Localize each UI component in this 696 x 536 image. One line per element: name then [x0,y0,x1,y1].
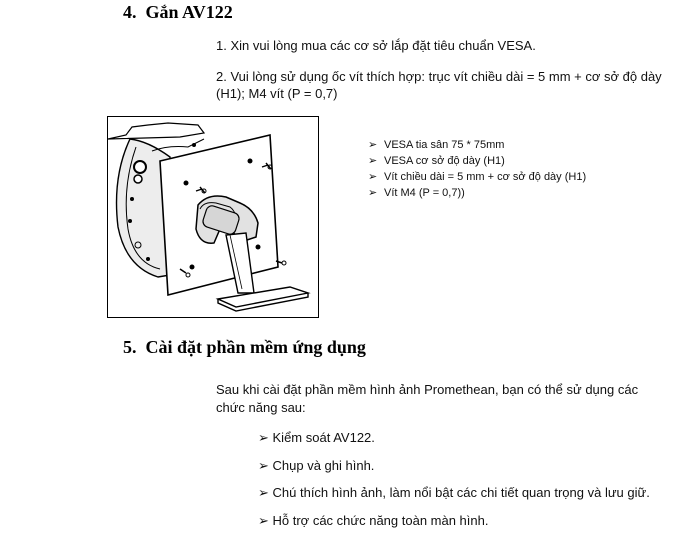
list-item: ➢ Vít M4 (P = 0,7)) [368,187,465,199]
section-number: 5. [123,337,137,357]
list-item: ➢ Vít chiều dài = 5 mm + cơ sở độ dày (H1) [368,171,587,183]
vesa-mount-figure [107,116,319,318]
intro-line-1: Sau khi cài đặt phần mềm hình ảnh Promethean, bạn có thể sử dụng các [216,382,639,397]
step-2-line-2: (H1); M4 vít (P = 0,7) [216,86,338,101]
arrow-bullet-icon: ➢ [258,485,273,500]
section-5-heading [123,337,366,358]
arrow-bullet-icon: ➢ [368,187,378,199]
step-1: 1. Xin vui lòng mua các cơ sở lắp đặt tiêu chuẩn VESA. [216,38,536,53]
section-title: Gắn AV122 [145,2,233,22]
arrow-bullet-icon: ➢ [368,171,378,183]
arrow-bullet-icon: ➢ [368,155,378,167]
list-item: ➢ Chú thích hình ảnh, làm nổi bật các chi tiết quan trọng và lưu giữ. [258,485,650,500]
step-2-line-1: 2. Vui lòng sử dụng ốc vít thích hợp: trục vít chiều dài = 5 mm + cơ sở độ dày [216,69,662,84]
list-item: ➢ Chụp và ghi hình. [258,458,375,473]
spec-list [368,137,586,201]
arrow-bullet-icon: ➢ [368,139,378,151]
arrow-bullet-icon: ➢ [258,458,273,473]
arrow-bullet-icon: ➢ [258,513,273,528]
section-title: Cài đặt phần mềm ứng dụng [145,337,366,357]
list-item: ➢ Kiểm soát AV122. [258,430,375,445]
intro-line-2: chức năng sau: [216,400,306,415]
arrow-bullet-icon: ➢ [258,430,273,445]
section-number: 4. [123,2,137,22]
list-item: ➢ Hỗ trợ các chức năng toàn màn hình. [258,513,489,528]
list-item: ➢ VESA tia sân 75 * 75mm [368,139,505,151]
list-item: ➢ VESA cơ sở độ dày (H1) [368,155,505,167]
section-4-heading [123,2,233,23]
vesa-mount-illustration [108,117,319,318]
